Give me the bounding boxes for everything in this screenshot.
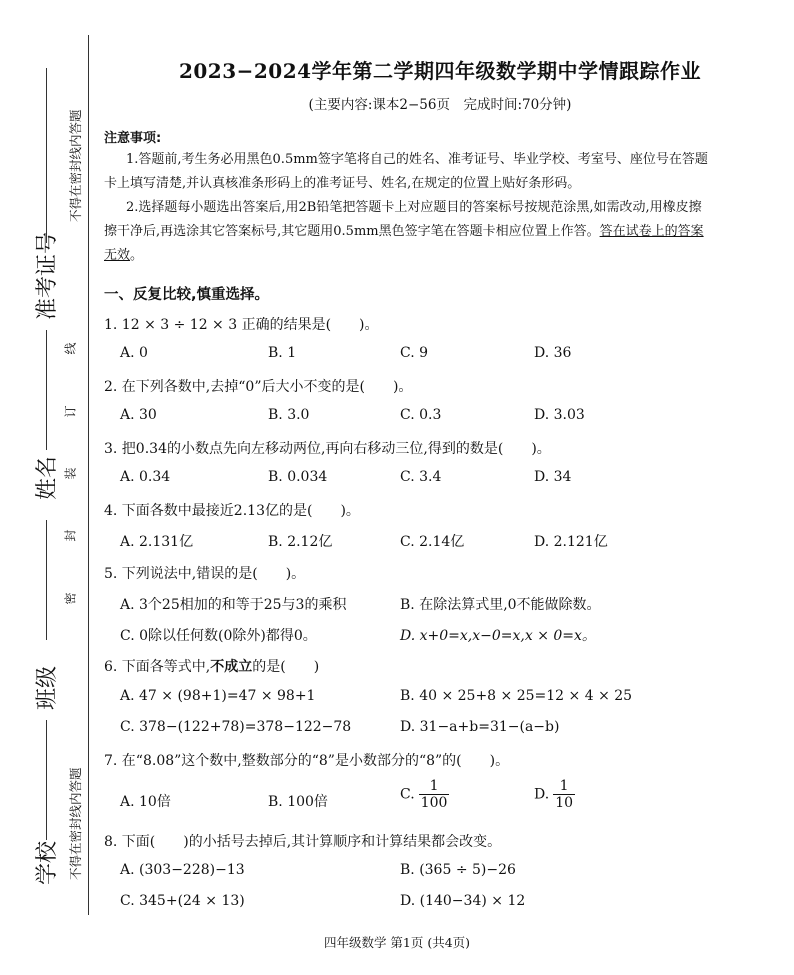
binding-strip bbox=[0, 0, 100, 975]
q6-option-b: B. 40 × 25+8 × 25=12 × 4 × 25 bbox=[400, 688, 633, 704]
q2-option-b: B. 3.0 bbox=[268, 407, 310, 423]
q4-option-b: B. 2.12亿 bbox=[268, 534, 333, 550]
q8-option-d: D. (140−34) × 12 bbox=[400, 893, 526, 909]
question-5: 5. 下列说法中,错误的是( )。 bbox=[104, 566, 306, 582]
seal-char: 订 bbox=[63, 405, 78, 418]
field-line bbox=[46, 330, 47, 450]
q5-option-c: C. 0除以任何数(0除外)都得0。 bbox=[120, 628, 317, 644]
note-item-2-text: 2.选择题每小题选出答案后,用2B铅笔把答题卡上对应题目的答案标号按规范涂黑,如需改动,用橡皮擦擦干净后,再选涂其它答案标号,其它题用0.5mm黑色签字笔在答题卡相应位置上作答。 bbox=[104, 200, 702, 239]
question-8: 8. 下面( )的小括号去掉后,其计算顺序和计算结果都会改变。 bbox=[104, 834, 502, 850]
q7-option-d-fraction bbox=[553, 778, 575, 811]
q7-option-c bbox=[400, 778, 449, 811]
field-line bbox=[46, 68, 47, 243]
q3-option-d: D. 34 bbox=[534, 469, 572, 485]
seal-warning-top: 不得在密封线内答题 bbox=[68, 109, 83, 222]
q7-option-c-label: C. bbox=[400, 786, 415, 803]
q7-option-d bbox=[534, 778, 575, 811]
page-footer: 四年级数学 第1页 (共4页) bbox=[323, 935, 471, 950]
field-label-class: 班级 bbox=[35, 665, 60, 710]
fraction-numerator: 1 bbox=[553, 778, 575, 795]
seal-char: 装 bbox=[63, 467, 78, 480]
field-label-school: 学校 bbox=[35, 840, 60, 885]
q2-option-c: C. 0.3 bbox=[400, 407, 442, 423]
question-4: 4. 下面各数中最接近2.13亿的是( )。 bbox=[104, 503, 360, 519]
fraction-denominator: 100 bbox=[420, 795, 448, 811]
note-item-2 bbox=[104, 196, 712, 268]
field-line bbox=[46, 720, 47, 840]
question-2: 2. 在下列各数中,去掉“0”后大小不变的是( )。 bbox=[104, 379, 413, 395]
q6-stem-b: 的是( ) bbox=[252, 659, 320, 675]
binding-line bbox=[88, 35, 89, 915]
note-item-2-underlined: 答在试卷上的答案无效 bbox=[104, 224, 704, 263]
q5-option-d: D. x+0=x,x−0=x,x × 0=x。 bbox=[400, 628, 596, 644]
note-item-2-end: 。 bbox=[130, 248, 144, 263]
q1-option-c: C. 9 bbox=[400, 345, 429, 361]
q5-option-a: A. 3个25相加的和等于25与3的乘积 bbox=[120, 597, 347, 613]
seal-char: 线 bbox=[63, 342, 78, 355]
q4-option-c: C. 2.14亿 bbox=[400, 534, 465, 550]
q1-option-d: D. 36 bbox=[534, 345, 572, 361]
field-line bbox=[46, 520, 47, 640]
notes-heading: 注意事项: bbox=[104, 131, 162, 146]
field-label-name: 姓名 bbox=[35, 455, 60, 500]
q7-option-c-fraction bbox=[419, 778, 450, 811]
q3-option-b: B. 0.034 bbox=[268, 469, 328, 485]
q1-option-a: A. 0 bbox=[120, 345, 148, 361]
question-6 bbox=[104, 656, 319, 676]
q6-option-a: A. 47 × (98+1)=47 × 98+1 bbox=[120, 688, 316, 704]
seal-char: 封 bbox=[63, 529, 78, 542]
seal-warning-bottom: 不得在密封线内答题 bbox=[68, 767, 83, 880]
q7-option-d-label: D. bbox=[534, 786, 550, 803]
q6-option-d: D. 31−a+b=31−(a−b) bbox=[400, 719, 560, 735]
field-label-exam-number: 准考证号 bbox=[35, 231, 60, 320]
q8-option-b: B. (365 ÷ 5)−26 bbox=[400, 862, 516, 878]
q8-option-a: A. (303−228)−13 bbox=[120, 862, 245, 878]
page-title: 2023−2024学年第二学期四年级数学期中学情跟踪作业 bbox=[178, 59, 702, 83]
fraction-numerator: 1 bbox=[419, 778, 450, 795]
question-7: 7. 在“8.08”这个数中,整数部分的“8”是小数部分的“8”的( )。 bbox=[104, 753, 510, 769]
q7-option-a: A. 10倍 bbox=[120, 794, 171, 810]
q2-option-a: A. 30 bbox=[120, 407, 157, 423]
q4-option-a: A. 2.131亿 bbox=[120, 534, 194, 550]
q8-option-c: C. 345+(24 × 13) bbox=[120, 893, 245, 909]
section-title: 一、反复比较,慎重选择。 bbox=[104, 287, 270, 303]
page-subtitle: (主要内容:课本2−56页 完成时间:70分钟) bbox=[308, 97, 572, 113]
q6-option-c: C. 378−(122+78)=378−122−78 bbox=[120, 719, 352, 735]
q4-option-d: D. 2.121亿 bbox=[534, 534, 608, 550]
q7-option-b: B. 100倍 bbox=[268, 794, 328, 810]
q6-stem-a: 6. 下面各等式中, bbox=[104, 659, 211, 675]
q2-option-d: D. 3.03 bbox=[534, 407, 585, 423]
q6-stem-bold: 不成立 bbox=[210, 659, 253, 675]
note-item-1: 1.答题前,考生务必用黑色0.5mm签字笔将自己的姓名、准考证号、毕业学校、考室号、座位号在答题卡上填写清楚,并认真核准条形码上的准考证号、姓名,在规定的位置上贴好条形码。 bbox=[104, 152, 708, 191]
fraction-denominator: 10 bbox=[555, 795, 574, 811]
question-1: 1. 12 × 3 ÷ 12 × 3 正确的结果是( )。 bbox=[104, 317, 379, 333]
question-3: 3. 把0.34的小数点先向左移动两位,再向右移动三位,得到的数是( )。 bbox=[104, 441, 551, 457]
q3-option-a: A. 0.34 bbox=[120, 469, 171, 485]
seal-char: 密 bbox=[63, 592, 78, 605]
q5-option-b: B. 在除法算式里,0不能做除数。 bbox=[400, 597, 601, 613]
q3-option-c: C. 3.4 bbox=[400, 469, 442, 485]
q1-option-b: B. 1 bbox=[268, 345, 297, 361]
